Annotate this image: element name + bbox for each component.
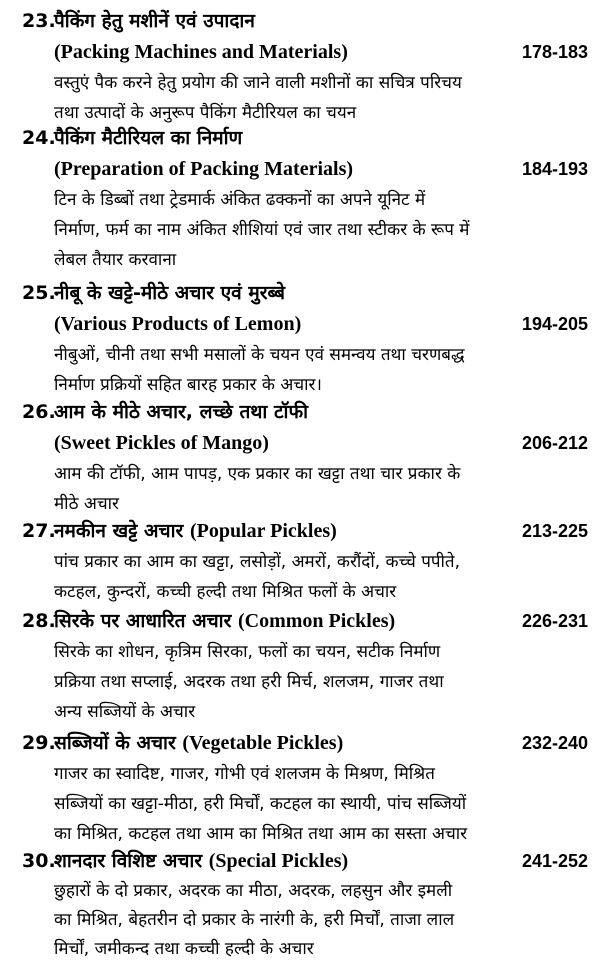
chapter-number: 29. [22, 732, 56, 754]
chapter-description-line: आम की टॉफी, आम पापड़, एक प्रकार का खट्टा तथा चार प्रकार के [54, 464, 461, 484]
chapter-description-line: निर्माण, फर्म का नाम अंकित शीशियां एवं जार तथा स्टीकर के रूप में [54, 220, 470, 240]
chapter-number: 23. [22, 10, 56, 32]
chapter-description-line: छुहारों के दो प्रकार, अदरक का मीठा, अदरक, लहसुन और इमली [54, 881, 453, 901]
page-range: 184-193 [521, 159, 588, 179]
chapter-description-line: गाजर का स्वादिष्ट, गाजर, गोभी एवं शलजम के मिश्रण, मिश्रित [54, 764, 435, 784]
chapter-description-line: सब्जियों का खट्टा-मीठा, हरी मिर्चों, कटहल का स्थायी, पांच सब्जियों [54, 794, 467, 814]
chapter-title-english: (Special Pickles) [208, 850, 349, 872]
chapter-title-hindi: नमकीन खट्टे अचार [54, 520, 184, 542]
chapter-number: 26. [22, 401, 56, 423]
chapter-number: 30. [22, 850, 56, 872]
chapter-description-line: सिरके का शोधन, कृत्रिम सिरका, फलों का चयन, सटीक निर्माण [54, 642, 441, 662]
chapter-title-hindi: शानदार विशिष्ट अचार [54, 850, 203, 872]
chapter-title-english: (Packing Machines and Materials) [54, 41, 348, 63]
page-range: 213-225 [521, 521, 588, 541]
chapter-description-line: कटहल, कुन्दरों, कच्ची हल्दी तथा मिश्रित फलों के अचार [54, 582, 397, 602]
chapter-title-hindi: सब्जियों के अचार [54, 732, 176, 754]
chapter-description-line: पांच प्रकार का आम का खट्टा, लसोड़ों, अमरों, करौंदों, कच्चे पपीते, [54, 552, 461, 572]
chapter-title-hindi: पैकिंग मैटीरियल का निर्माण [54, 127, 243, 149]
chapter-description-line: अन्य सब्जियों के अचार [54, 702, 196, 722]
chapter-title-english: (Popular Pickles) [189, 520, 337, 542]
page-range: 178-183 [521, 42, 588, 62]
chapter-description-line: वस्तुएं पैक करने हेतु प्रयोग की जाने वाली मशीनों का सचित्र परिचय [54, 73, 462, 93]
page-range: 241-252 [521, 851, 588, 871]
chapter-description-line: लेबल तैयार करवाना [54, 250, 177, 270]
chapter-description-line: नीबुओं, चीनी तथा सभी मसालों के चयन एवं समन्वय तथा चरणबद्ध [54, 345, 465, 365]
page-range: 206-212 [521, 433, 588, 453]
chapter-title-hindi: सिरके पर आधारित अचार [54, 610, 232, 632]
chapter-title-english: (Vegetable Pickles) [182, 732, 344, 754]
chapter-description-line: प्रक्रिया तथा सप्लाई, अदरक तथा हरी मिर्च, शलजम, गाजर तथा [54, 672, 444, 692]
chapter-description-line: मिर्चों, जमीकन्द तथा कच्ची हल्दी के अचार [54, 939, 314, 959]
chapter-title-hindi: नीबू के खट्टे-मीठे अचार एवं मुरब्बे [54, 282, 286, 304]
chapter-description-line: मीठे अचार [54, 494, 119, 514]
chapter-description-line: का मिश्रित, बेहतरीन दो प्रकार के नारंगी के, हरी मिर्चों, ताजा लाल [54, 910, 455, 930]
page-range: 226-231 [521, 611, 588, 631]
chapter-title-hindi: आम के मीठे अचार, लच्छे तथा टॉफी [54, 401, 309, 423]
chapter-description-line: का मिश्रित, कटहल तथा आम का मिश्रित तथा आम का सस्ता अचार [54, 824, 468, 844]
chapter-number: 24. [22, 127, 56, 149]
chapter-number: 28. [22, 610, 56, 632]
chapter-title-english: (Common Pickles) [237, 610, 396, 632]
chapter-title-english: (Preparation of Packing Materials) [54, 158, 354, 180]
chapter-description-line: निर्माण प्रक्रियों सहित बारह प्रकार के अचार। [54, 375, 322, 395]
chapter-number: 25. [22, 282, 56, 304]
chapter-description-line: तथा उत्पादों के अनुरूप पैकिंग मैटीरियल का चयन [54, 103, 357, 123]
chapter-title-english: (Various Products of Lemon) [54, 313, 302, 335]
chapter-title-hindi: पैकिंग हेतु मशीनें एवं उपादान [54, 10, 255, 32]
page-range: 194-205 [521, 314, 588, 334]
chapter-description-line: टिन के डिब्बों तथा ट्रेडमार्क अंकित ढक्कनों का अपने यूनिट में [54, 190, 426, 210]
chapter-number: 27. [22, 520, 56, 542]
page-range: 232-240 [521, 733, 588, 753]
chapter-title-english: (Sweet Pickles of Mango) [54, 432, 269, 454]
